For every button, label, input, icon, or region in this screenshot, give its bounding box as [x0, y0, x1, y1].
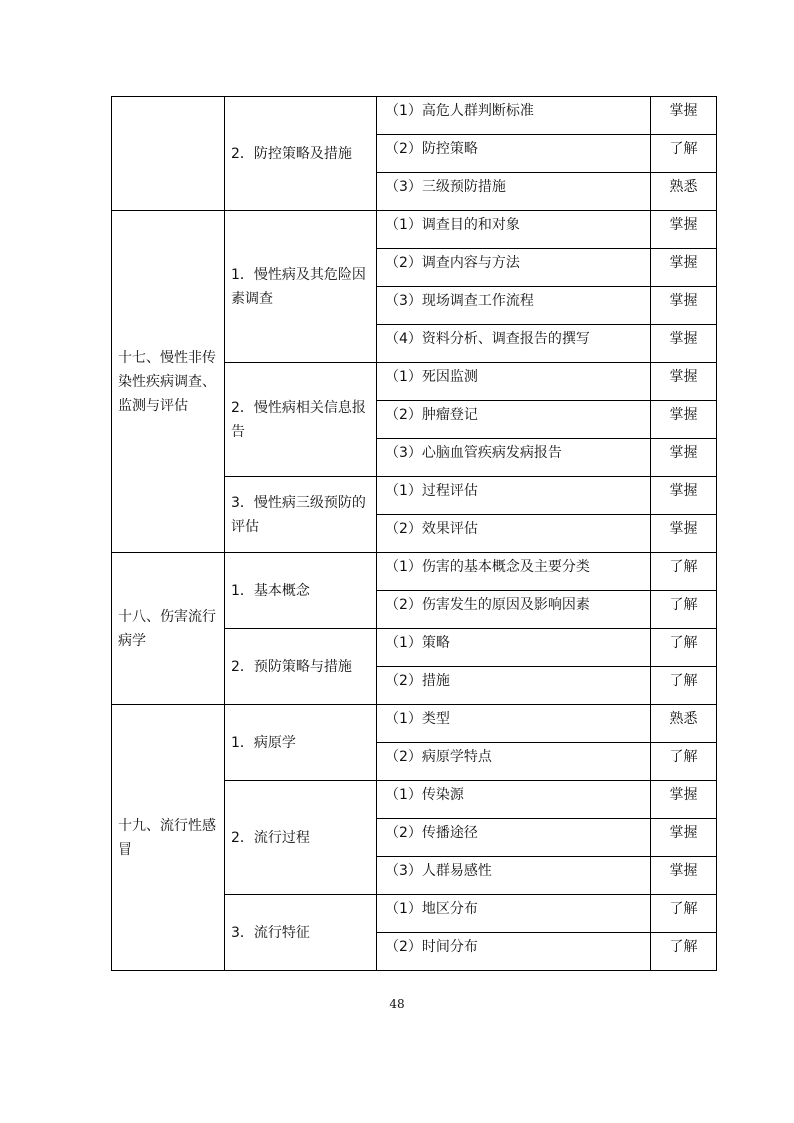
level-cell: 了解	[651, 743, 717, 781]
level-cell: 了解	[651, 895, 717, 933]
topic-cell: 3．慢性病三级预防的评估	[225, 477, 377, 553]
point-cell: （1）高危人群判断标准	[377, 97, 651, 135]
topic-cell: 2．慢性病相关信息报告	[225, 363, 377, 477]
level-cell: 了解	[651, 135, 717, 173]
table-row	[112, 97, 717, 135]
level-cell: 掌握	[651, 325, 717, 363]
level-cell: 掌握	[651, 401, 717, 439]
unit-cell: 十七、慢性非传染性疾病调查、监测与评估	[112, 211, 225, 553]
table-row	[112, 705, 717, 743]
point-cell: （3）三级预防措施	[377, 173, 651, 211]
point-cell: （3）心脑血管疾病发病报告	[377, 439, 651, 477]
point-cell: （1）类型	[377, 705, 651, 743]
point-cell: （2）病原学特点	[377, 743, 651, 781]
level-cell: 掌握	[651, 211, 717, 249]
level-cell: 了解	[651, 629, 717, 667]
level-cell: 了解	[651, 667, 717, 705]
point-cell: （2）传播途径	[377, 819, 651, 857]
topic-cell: 2．防控策略及措施	[225, 97, 377, 211]
point-cell: （2）措施	[377, 667, 651, 705]
level-cell: 掌握	[651, 819, 717, 857]
point-cell: （1）过程评估	[377, 477, 651, 515]
point-cell: （2）调查内容与方法	[377, 249, 651, 287]
level-cell: 掌握	[651, 477, 717, 515]
level-cell: 掌握	[651, 97, 717, 135]
table-row	[112, 553, 717, 591]
point-cell: （1）地区分布	[377, 895, 651, 933]
topic-cell: 1．病原学	[225, 705, 377, 781]
unit-cell	[112, 97, 225, 211]
point-cell: （3）人群易感性	[377, 857, 651, 895]
point-cell: （2）肿瘤登记	[377, 401, 651, 439]
page-number: 48	[389, 997, 405, 1011]
point-cell: （2）防控策略	[377, 135, 651, 173]
point-cell: （2）伤害发生的原因及影响因素	[377, 591, 651, 629]
point-cell: （1）传染源	[377, 781, 651, 819]
level-cell: 了解	[651, 933, 717, 971]
point-cell: （2）时间分布	[377, 933, 651, 971]
level-cell: 熟悉	[651, 705, 717, 743]
point-cell: （3）现场调查工作流程	[377, 287, 651, 325]
topic-cell: 3．流行特征	[225, 895, 377, 971]
topic-cell: 2．预防策略与措施	[225, 629, 377, 705]
level-cell: 掌握	[651, 781, 717, 819]
unit-cell: 十九、流行性感冒	[112, 705, 225, 971]
level-cell: 掌握	[651, 363, 717, 401]
topic-cell: 2．流行过程	[225, 781, 377, 895]
level-cell: 掌握	[651, 249, 717, 287]
level-cell: 掌握	[651, 439, 717, 477]
level-cell: 了解	[651, 553, 717, 591]
level-cell: 掌握	[651, 857, 717, 895]
point-cell: （1）死因监测	[377, 363, 651, 401]
syllabus-table	[111, 96, 717, 971]
point-cell: （4）资料分析、调查报告的撰写	[377, 325, 651, 363]
unit-cell: 十八、伤害流行病学	[112, 553, 225, 705]
topic-cell: 1．慢性病及其危险因素调查	[225, 211, 377, 363]
level-cell: 掌握	[651, 287, 717, 325]
point-cell: （2）效果评估	[377, 515, 651, 553]
level-cell: 掌握	[651, 515, 717, 553]
level-cell: 熟悉	[651, 173, 717, 211]
topic-cell: 1．基本概念	[225, 553, 377, 629]
point-cell: （1）策略	[377, 629, 651, 667]
table-row	[112, 211, 717, 249]
level-cell: 了解	[651, 591, 717, 629]
point-cell: （1）调查目的和对象	[377, 211, 651, 249]
point-cell: （1）伤害的基本概念及主要分类	[377, 553, 651, 591]
